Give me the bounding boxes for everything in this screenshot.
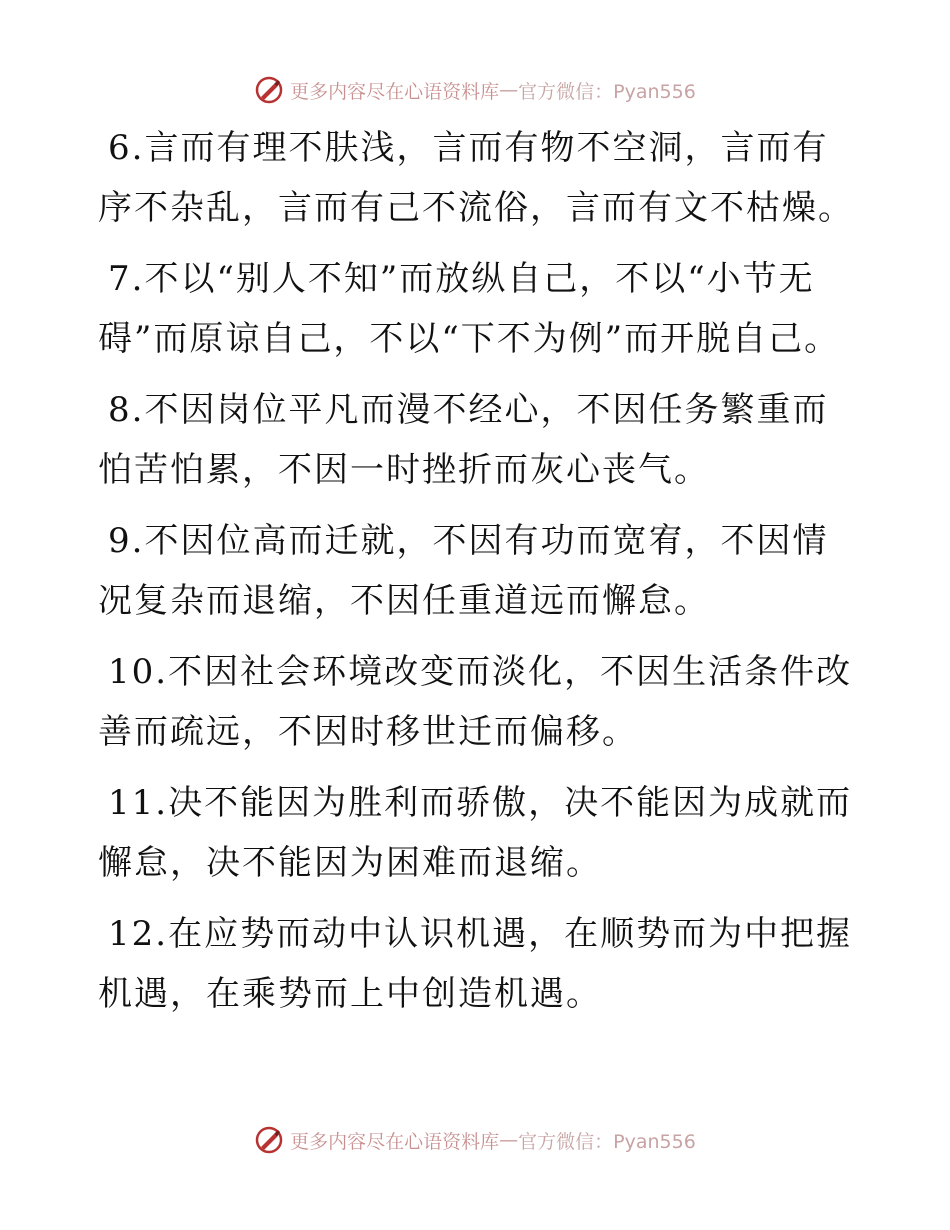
banner-wechat-text: 官方微信：Pyan556 xyxy=(518,80,696,103)
pen-logo-icon xyxy=(254,1125,284,1155)
banner-main-text: 更多内容尽在心语资料库 xyxy=(290,1130,500,1153)
pen-logo-icon xyxy=(254,75,284,105)
list-item: 6.言而有理不肤浅，言而有物不空洞，言而有序不杂乱，言而有己不流俗，言而有文不枯燥。 xyxy=(98,128,854,228)
footer-banner xyxy=(0,1120,950,1160)
list-item: 10.不因社会环境改变而淡化，不因生活条件改善而疏远，不因时移世迁而偏移。 xyxy=(98,652,853,752)
header-banner xyxy=(0,70,950,110)
banner-wechat-text: 官方微信：Pyan556 xyxy=(518,1130,696,1153)
list-item: 11.决不能因为胜利而骄傲，决不能因为成就而懈怠，决不能因为困难而退缩。 xyxy=(98,783,853,883)
banner-main-text: 更多内容尽在心语资料库 xyxy=(290,80,500,103)
list-item: 8.不因岗位平凡而漫不经心，不因任务繁重而怕苦怕累，不因一时挫折而灰心丧气。 xyxy=(98,390,829,490)
banner-separator: — xyxy=(499,1129,519,1151)
list-item: 9.不因位高而迁就，不因有功而宽宥，不因情况复杂而退缩，不因任重道远而懈怠。 xyxy=(98,521,829,621)
list-item: 7.不以“别人不知”而放纵自己，不以“小节无碍”而原谅自己，不以“下不为例”而开脱自己。 xyxy=(98,259,841,359)
document-body xyxy=(98,118,858,1035)
list-item: 12.在应势而动中认识机遇，在顺势而为中把握机遇，在乘势而上中创造机遇。 xyxy=(98,914,853,1014)
banner-separator: — xyxy=(499,79,519,101)
